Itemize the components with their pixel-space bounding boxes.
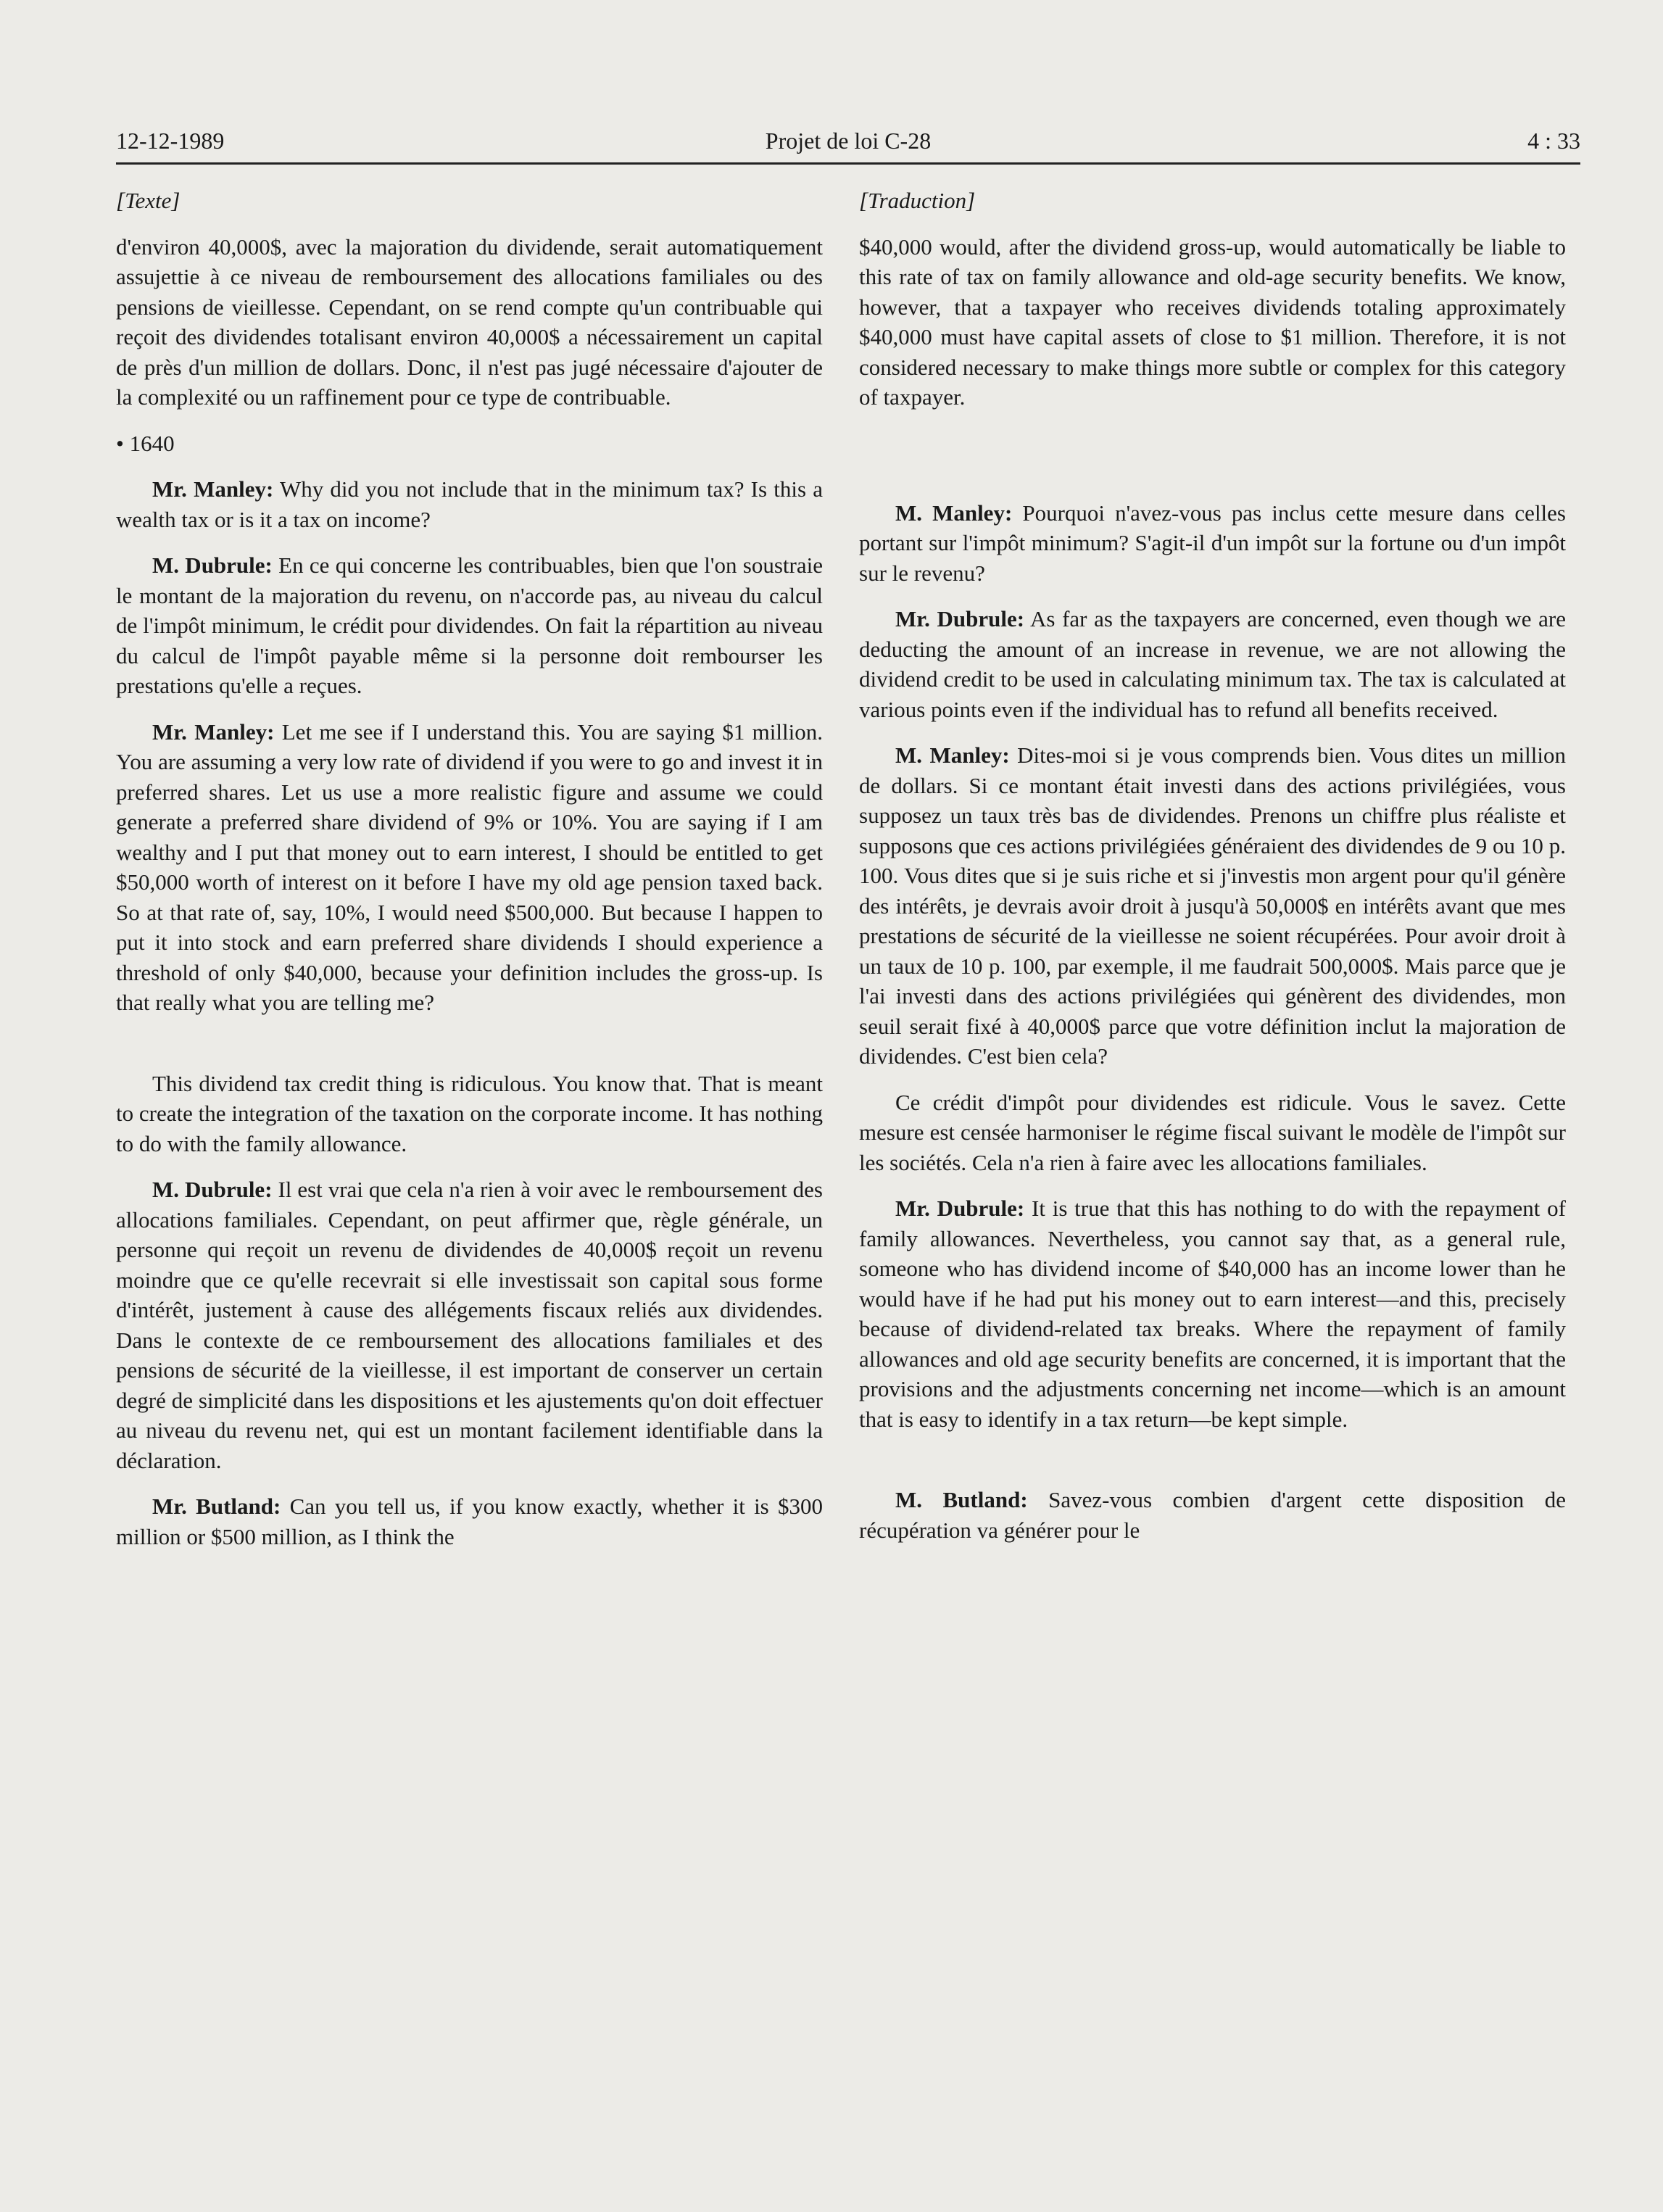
paragraph: This dividend tax credit thing is ridiculous. You know that. That is meant to create the integration of the taxation on the corporate income. It has nothing to do with the family allowance. [116,1070,823,1156]
speech-text: Pourquoi n'avez-vous pas inclus cette mesure dans celles portant sur l'impôt minimum? S'agit-il d'un impôt sur la fortune ou d'un impôt sur le revenu? [859,500,1566,586]
speaker-name: M. Dubrule: [152,1177,273,1202]
speech-paragraph [859,498,1566,589]
speech-text: It is true that this has nothing to do with the repayment of family allowances. Nevertheless, you cannot say that, as a general rule, someone who has dividend income of $40,000 has an income lower than he would have if he had put his money out to earn interest—and this, precisely because of dividend-related tax breaks. Where the repayment of family allowances and old age security benefits are concerned, it is important that the provisions and the adjustments concerning net income—which is an amount that is easy to identify in a tax return—be kept simple. [859,1196,1566,1432]
header-title: Projet de loi C-28 [765,128,932,154]
speech-paragraph [116,1175,823,1475]
speech-text: Can you tell us, if you know exactly, whether it is $300 million or $500 million, as I think the [116,1494,823,1549]
speech-paragraph [116,474,823,534]
speaker-name: Mr. Manley: [152,718,275,745]
speech-paragraph [116,717,823,1018]
speech-text: Dites-moi si je vous comprends bien. Vous dites un million de dollars. Si ce montant était investi dans des actions privilégiées, vous supposez un taux très bas de dividendes. Prenons un chiffre plus réaliste et supposons que ces actions privilégiées généraient des dividendes de 9 ou 10 p. 100. Vous dites que si je suis riche et si j'investis mon argent pour qu'il génère des intérêts, je devrais avoir droit à jusqu'à 50,000$ en intérêts avant que mes prestations de sécurité de la vieillesse ne soient récupérées. Pour avoir droit à un taux de 10 p. 100, par exemple, il me faudrait 500,000$. Mais parce que je l'ai investi dans des actions privilégiées qui génèrent des dividendes, mon seuil serait fixé à 40,000$ parce que votre définition inclut la majoration de dividendes. C'est bien cela? [859,742,1567,1069]
paragraph: d'environ 40,000$, avec la majoration du dividende, serait automatiquement assujettie à ce niveau de remboursement des allocations familiales ou des pensions de vieillesse. Cependant, on se rend compte qu'un contribuable qui reçoit des dividendes totalisant environ 40,000$ a nécessairement un capital de près d'un million de dollars. Donc, il n'est pas jugé nécessaire d'ajouter de la complexité ou un raffinement pour ce type de contribuable. [116,233,823,410]
header-rule [116,162,1580,165]
speech-paragraph [859,604,1566,724]
spacer [116,1034,823,1069]
speech-text: Let me see if I understand this. You are saying $1 million. You are assuming a very low rate of dividend if you were to go and invest it in preferred shares. Let us use a more realistic figure and assume we could generate a preferred share dividend of 9% or 10%. You are saying if I am wealthy and I put that money out to earn interest, I should be entitled to get $50,000 worth of interest on it before I have my old age pension taxed back. So at that rate of, say, 10%, I would need $500,000. But because I happen to put it into stock and earn preferred share dividends I should experience a threshold of only $40,000, because your definition includes the gross-up. Is that really what you are telling me? [116,718,823,1015]
speaker-name: Mr. Dubrule: [895,606,1025,631]
speaker-name: Mr. Manley: [152,476,274,502]
speech-text: Why did you not include that in the minimum tax? Is this a wealth tax or is it a tax on income? [116,476,823,532]
speech-paragraph [859,1193,1566,1434]
paragraph: Ce crédit d'impôt pour dividendes est ridicule. Vous le savez. Cette mesure est censée harmoniser le régime fiscal suivant le modèle de l'impôt sur les sociétés. Cela n'a rien à faire avec les allocations familiales. [859,1089,1566,1175]
speech-paragraph [859,1485,1566,1545]
paragraph: $40,000 would, after the dividend gross-up, would automatically be liable to this rate of tax on family allowance and old-age security benefits. We know, however, that a taxpayer who receives dividends totaling approximately $40,000 must have capital assets of close to $1 million. Therefore, it is not considered necessary to make things more subtle or complex for this category of taxpayer. [859,233,1566,410]
time-marker: • 1640 [116,430,175,456]
header-page-number: 4 : 33 [1527,128,1580,154]
language-tag: [Texte] [116,188,181,213]
page-header [116,128,1580,164]
speaker-name: M. Dubrule: [152,552,273,578]
left-column [116,186,823,1567]
right-column [859,186,1566,1561]
speaker-name: Mr. Butland: [152,1494,281,1519]
speech-text: As far as the taxpayers are concerned, even though we are deducting the amount of an increase in revenue, we are not allowing the dividend credit to be used in calculating minimum tax. The tax is calculated at various points even if the individual has to refund all benefits received. [859,606,1566,722]
speech-paragraph [116,1491,823,1552]
speaker-name: M. Manley: [895,500,1013,526]
language-tag: [Traduction] [859,188,976,213]
speech-text: Il est vrai que cela n'a rien à voir avec le remboursement des allocations familiales. Cependant, on peut affirmer que, règle générale, un personne qui reçoit un revenu de dividendes de 40,000$ reçoit un revenu moindre que ce qu'elle recevrait si elle investissait son capital sous forme d'intérêt, justement à cause des allégements fiscaux reliés aux dividendes. Dans le contexte de ce remboursement des allocations familiales et des pensions de sécurité de la vieillesse, il est important de conserver un certain degré de simplicité dans les dispositions et les ajustements qu'on doit effectuer au niveau du revenu net, qui est un montant facilement identifiable dans la déclaration. [116,1177,823,1473]
speech-paragraph [116,550,823,701]
speech-paragraph [859,740,1566,1072]
speech-text: En ce qui concerne les contribuables, bien que l'on soustraie le montant de la majoration du revenu, on n'accorde pas, au niveau du calcul de l'impôt minimum, le crédit pour dividendes. On fait la répartition au niveau du calcul de l'impôt payable même si la personne doit rembourser les prestations qu'elle a reçues. [116,552,823,698]
speaker-name: M. Manley: [895,742,1010,768]
spacer [859,1450,1566,1485]
header-date: 12-12-1989 [116,128,225,154]
speech-text: Savez-vous combien d'argent cette disposition de récupération va générer pour le [859,1487,1567,1543]
speaker-name: Mr. Dubrule: [895,1196,1025,1221]
speaker-name: M. Butland: [895,1487,1028,1512]
spacer [859,428,1566,498]
